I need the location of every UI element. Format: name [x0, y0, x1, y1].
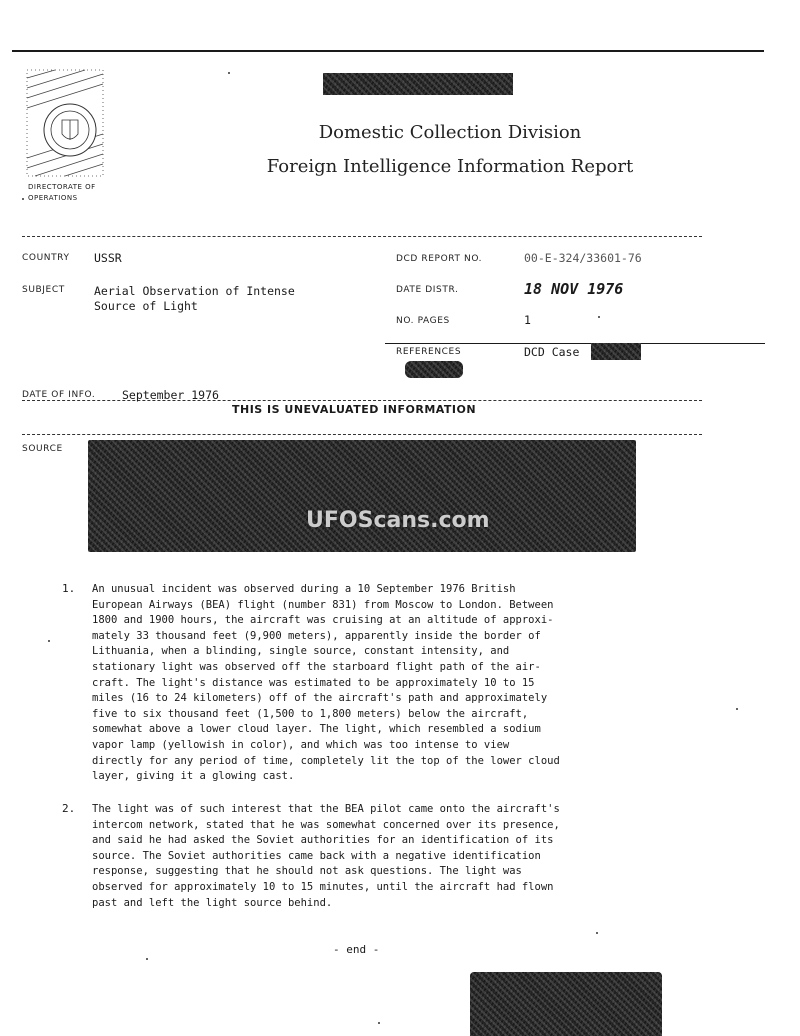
text-line: mately 33 thousand feet (9,900 meters), apparently inside the border of [92, 629, 541, 642]
date-of-info-label: DATE OF INFO. [22, 390, 96, 400]
text-line: directly for any period of time, completely lit the top of the lower cloud [92, 754, 560, 767]
division-title: Domestic Collection Division [318, 122, 582, 143]
scan-speck [598, 316, 600, 318]
agency-seal-icon [25, 68, 105, 178]
source-divider [22, 434, 702, 435]
header-divider [22, 236, 702, 237]
date-distr-stamp: 18 NOV 1976 [524, 280, 624, 298]
text-line: An unusual incident was observed during a 10 September 1976 British [92, 583, 516, 595]
watermark: UFOScans.com [306, 508, 490, 533]
redacted-reference [405, 361, 463, 378]
report-type-title: Foreign Intelligence Information Report [266, 156, 634, 177]
top-rule [12, 50, 764, 52]
text-line: source. The Soviet authorities came back with a negative identification [92, 849, 541, 862]
subject-line-2: Source of Light [94, 299, 198, 313]
text-line: 1800 and 1900 hours, the aircraft was cruising at an altitude of approxi- [92, 614, 554, 627]
paragraph-1-number: 1. [62, 582, 76, 595]
text-line: stationary light was observed off the starboard flight path of the air- [92, 660, 541, 673]
unevaluated-banner: THIS IS UNEVALUATED INFORMATION [232, 403, 477, 416]
text-line: miles (16 to 24 kilometers) off of the aircraft's path and approximately [92, 692, 548, 705]
text-line: European Airways (BEA) flight (number 831) from Moscow to London. Between [92, 598, 554, 611]
scan-speck [596, 932, 598, 934]
text-line: and said he had asked the Soviet authorities for an identification of its [92, 834, 554, 847]
text-line: intercom network, stated that he was somewhat concerned over its presence, [92, 818, 560, 831]
redacted-bottom-classification [470, 972, 662, 1036]
subject-line-1: Aerial Observation of Intense [94, 284, 295, 298]
references-label: REFERENCES [396, 347, 462, 357]
report-no-value: 00-E-324/33601-76 [524, 251, 642, 265]
text-line: The light was of such interest that the BEA pilot came onto the aircraft's [92, 803, 560, 815]
redacted-case-number [591, 343, 641, 360]
date-of-info-value: September 1976 [122, 388, 219, 402]
text-line: vapor lamp (yellowish in color), and which was too intense to view [92, 738, 510, 751]
country-label: COUNTRY [22, 253, 70, 263]
report-no-label: DCD REPORT NO. [396, 254, 483, 264]
scan-speck [228, 72, 230, 74]
text-line: response, suggesting that he should not ask questions. The light was [92, 865, 522, 878]
scan-speck [22, 198, 24, 200]
text-line: five to six thousand feet (1,500 to 1,800 meters) below the aircraft, [92, 707, 529, 720]
country-value: USSR [94, 251, 122, 265]
references-rule [385, 343, 765, 344]
text-line: past and left the light source behind. [92, 896, 333, 909]
scan-speck [146, 958, 148, 960]
no-pages-value: 1 [524, 313, 531, 327]
scan-speck [378, 1022, 380, 1024]
text-line: Lithuania, when a blinding, single source, constant intensity, and [92, 645, 510, 658]
no-pages-label: NO. PAGES [396, 316, 450, 326]
subject-label: SUBJECT [22, 285, 65, 295]
paragraph-2 [92, 802, 662, 911]
end-marker: - end - [333, 943, 380, 956]
dcd-case-label: DCD Case [524, 345, 580, 359]
directorate-caption: DIRECTORATE OF OPERATIONS [28, 183, 96, 202]
paragraph-1 [92, 582, 662, 785]
date-distr-label: DATE DISTR. [396, 285, 459, 295]
text-line: layer, giving it a glowing cast. [92, 770, 295, 783]
scan-speck [736, 708, 738, 710]
redacted-classification [323, 73, 513, 95]
redacted-source-block [88, 440, 636, 552]
text-line: craft. The light's distance was estimated to be approximately 10 to 15 [92, 676, 535, 689]
scan-speck [48, 640, 50, 642]
text-line: observed for approximately 10 to 15 minutes, until the aircraft had flown [92, 880, 554, 893]
paragraph-2-number: 2. [62, 802, 76, 815]
text-line: somewhat above a lower cloud layer. The light, which resembled a sodium [92, 723, 541, 736]
source-label: SOURCE [22, 444, 63, 454]
